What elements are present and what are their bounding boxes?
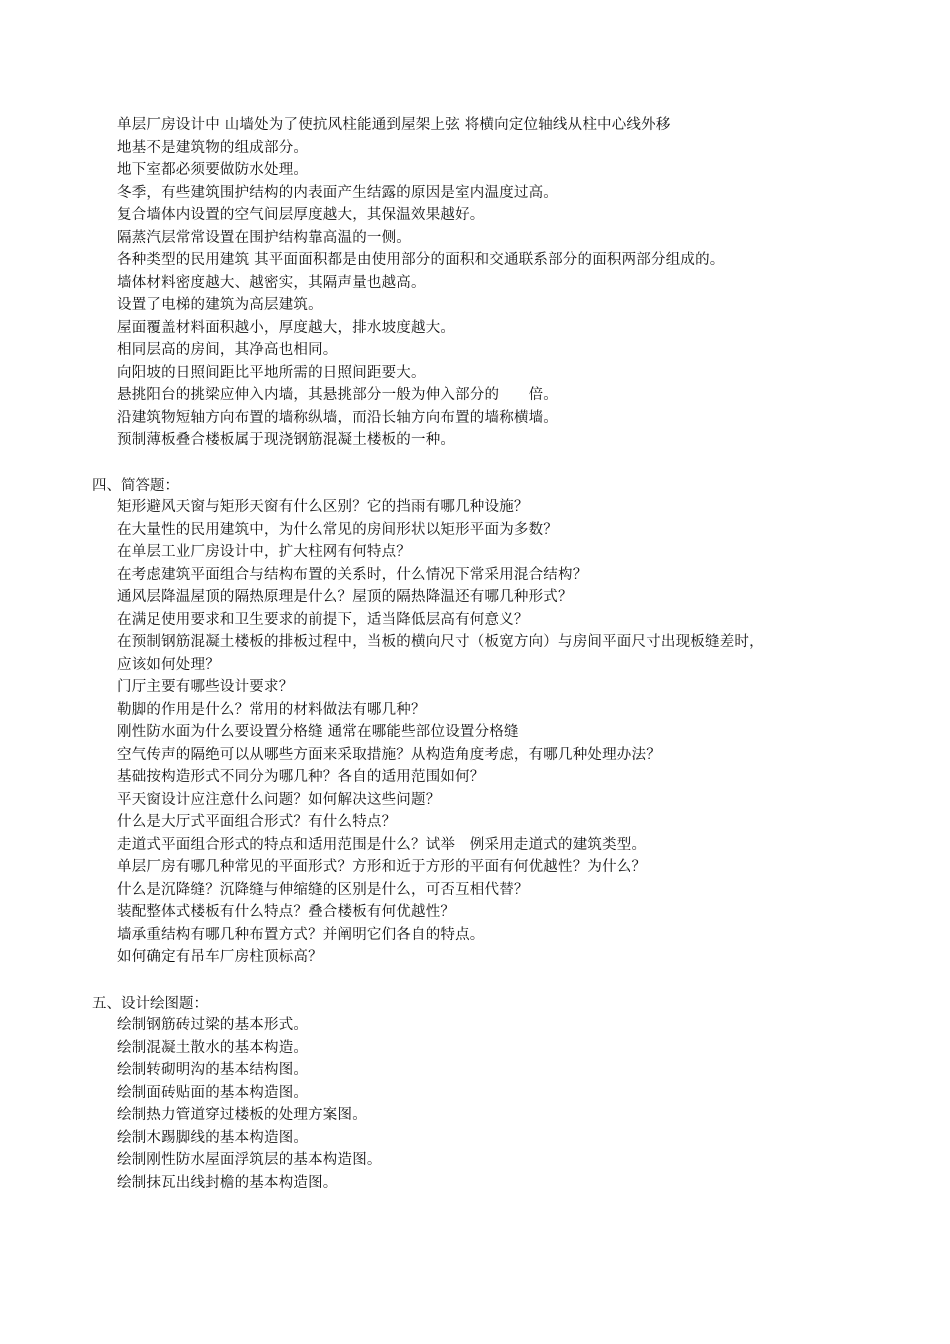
list-item: 什么是大厅式平面组合形式？有什么特点？ <box>117 814 397 830</box>
list-item: 悬挑阳台的挑梁应伸入内墙，其悬挑部分一般为伸入部分的 倍。 <box>117 387 558 403</box>
section-heading-design-drawing: 五、设计绘图题： <box>92 996 208 1012</box>
list-item: 单层厂房设计中 山墙处为了使抗风柱能通到屋架上弦 将横向定位轴线从柱中心线外移 <box>117 117 671 133</box>
list-item: 复合墙体内设置的空气间层厚度越大，其保温效果越好。 <box>117 207 485 223</box>
list-item: 绘制钢筋砖过梁的基本形式。 <box>117 1017 309 1033</box>
list-item: 什么是沉降缝？沉降缝与伸缩缝的区别是什么，可否互相代替？ <box>117 881 529 898</box>
list-item: 向阳坡的日照间距比平地所需的日照间距要大。 <box>117 364 426 381</box>
list-item: 在单层工业厂房设计中，扩大柱网有何特点？ <box>117 544 411 560</box>
list-item: 绘制木踢脚线的基本构造图。 <box>117 1129 309 1146</box>
list-item: 各种类型的民用建筑 其平面面积都是由使用部分的面积和交通联系部分的面积两部分组成的。 <box>117 252 725 268</box>
list-item: 绘制刚性防水屋面浮筑层的基本构造图。 <box>117 1152 382 1168</box>
list-item: 绘制热力管道穿过楼板的处理方案图。 <box>117 1107 367 1123</box>
short-answer-list <box>0 496 950 969</box>
list-item: 矩形避风天窗与矩形天窗有什么区别？它的挡雨有哪几种设施？ <box>117 499 529 515</box>
list-item: 基础按构造形式不同分为哪几种？各自的适用范围如何？ <box>117 769 485 785</box>
list-item: 应该如何处理？ <box>117 656 220 673</box>
list-item: 如何确定有吊车厂房柱顶标高？ <box>117 949 323 965</box>
list-item: 地基不是建筑物的组成部分。 <box>117 139 309 156</box>
design-drawing-list <box>0 1014 950 1194</box>
list-item: 隔蒸汽层常常设置在围护结构靠高温的一侧。 <box>117 229 411 246</box>
list-item: 门厅主要有哪些设计要求？ <box>117 679 294 695</box>
section-heading-short-answer: 四、简答题： <box>92 478 179 494</box>
list-item: 屋面覆盖材料面积越小，厚度越大，排水坡度越大。 <box>117 319 456 336</box>
list-item: 刚性防水面为什么要设置分格缝 通常在哪能些部位设置分格缝 <box>117 724 519 740</box>
list-item: 在满足使用要求和卫生要求的前提下，适当降低层高有何意义？ <box>117 611 529 628</box>
list-item: 绘制转砌明沟的基本结构图。 <box>117 1062 309 1078</box>
list-item: 绘制混凝土散水的基本构造。 <box>117 1039 309 1056</box>
list-item: 在预制钢筋混凝土楼板的排板过程中，当板的横向尺寸（板宽方向）与房间平面尺寸出现板缝差时， <box>117 634 764 650</box>
list-item: 通风层降温屋顶的隔热原理是什么？屋顶的隔热降温还有哪几种形式？ <box>117 589 573 605</box>
list-item: 预制薄板叠合楼板属于现浇钢筋混凝土楼板的一种。 <box>117 432 456 448</box>
list-item: 沿建筑物短轴方向布置的墙称纵墙，而沿长轴方向布置的墙称横墙。 <box>117 409 558 426</box>
list-item: 绘制抹瓦出线封檐的基本构造图。 <box>117 1174 338 1191</box>
list-item: 绘制面砖贴面的基本构造图。 <box>117 1084 309 1101</box>
list-item: 地下室都必须要做防水处理。 <box>117 162 309 178</box>
list-item: 勒脚的作用是什么？常用的材料做法有哪几种？ <box>117 701 426 718</box>
list-item: 墙承重结构有哪几种布置方式？并阐明它们各自的特点。 <box>117 926 485 943</box>
list-item: 装配整体式楼板有什么特点？叠合楼板有何优越性？ <box>117 904 456 920</box>
list-item: 冬季，有些建筑围护结构的内表面产生结露的原因是室内温度过高。 <box>117 184 558 201</box>
list-item: 设置了电梯的建筑为高层建筑。 <box>117 297 323 313</box>
list-item: 墙体材料密度越大、越密实，其隔声量也越高。 <box>117 274 426 291</box>
list-item: 空气传声的隔绝可以从哪些方面来采取措施？从构造角度考虑，有哪几种处理办法？ <box>117 746 661 763</box>
list-item: 在大量性的民用建筑中，为什么常见的房间形状以矩形平面为多数？ <box>117 521 558 538</box>
list-item: 平天窗设计应注意什么问题？如何解决这些问题？ <box>117 791 441 808</box>
list-item: 单层厂房有哪几种常见的平面形式？方形和近于方形的平面有何优越性？为什么？ <box>117 859 647 875</box>
list-item: 相同层高的房间，其净高也相同。 <box>117 342 338 358</box>
list-item: 在考虑建筑平面组合与结构布置的关系时，什么情况下常采用混合结构？ <box>117 566 588 583</box>
judgement-list <box>0 114 950 452</box>
list-item: 走道式平面组合形式的特点和适用范围是什么？试举 例采用走道式的建筑类型。 <box>117 836 647 853</box>
